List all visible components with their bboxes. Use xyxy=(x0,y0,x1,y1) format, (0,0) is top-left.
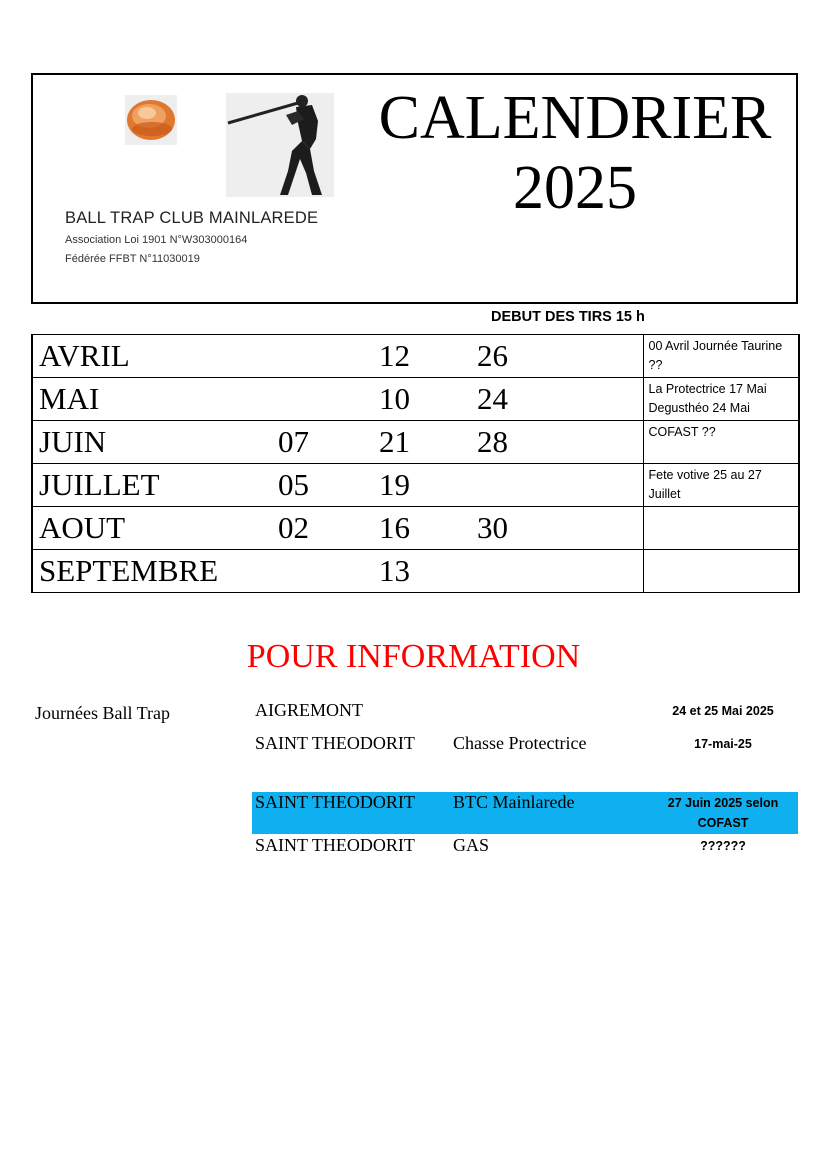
info-place: SAINT THEODORIT xyxy=(255,835,415,855)
info-row xyxy=(252,835,798,877)
start-time-note: DEBUT DES TIRS 15 h xyxy=(491,309,645,325)
info-organizer: Chasse Protectrice xyxy=(453,733,587,753)
calendar-row xyxy=(32,335,799,378)
date-cell-1: 07 xyxy=(278,421,379,464)
date-cell-2: 13 xyxy=(379,550,477,593)
calendar-row xyxy=(32,421,799,464)
date-cell-3 xyxy=(477,550,643,593)
title-line-1: CALENDRIER xyxy=(378,84,772,152)
date-cell-1: 02 xyxy=(278,507,379,550)
calendar-row xyxy=(32,464,799,507)
calendar-row xyxy=(32,550,799,593)
info-date: 17-mai-25 xyxy=(694,737,752,751)
date-cell-3: 30 xyxy=(477,507,643,550)
note-cell: COFAST ?? xyxy=(643,421,799,464)
month-cell: MAI xyxy=(32,378,278,421)
month-cell: AOUT xyxy=(32,507,278,550)
info-organizer: GAS xyxy=(453,835,490,855)
month-cell: SEPTEMBRE xyxy=(32,550,278,593)
date-cell-1 xyxy=(278,550,379,593)
date-cell-2: 16 xyxy=(379,507,477,550)
month-cell: JUILLET xyxy=(32,464,278,507)
info-date: ?????? xyxy=(700,839,746,853)
note-cell xyxy=(643,550,799,593)
federation-number: Fédérée FFBT N°11030019 xyxy=(65,253,200,265)
info-place: SAINT THEODORIT xyxy=(255,733,415,753)
note-cell: La Protectrice 17 Mai Degusthéo 24 Mai xyxy=(643,378,799,421)
info-row xyxy=(252,733,798,775)
date-cell-3: 24 xyxy=(477,378,643,421)
info-organizer: BTC Mainlarede xyxy=(453,792,575,812)
date-cell-2: 21 xyxy=(379,421,477,464)
note-cell xyxy=(643,507,799,550)
date-cell-1 xyxy=(278,335,379,378)
page-title xyxy=(363,83,787,223)
association-number: Association Loi 1901 N°W303000164 xyxy=(65,234,248,246)
club-name: BALL TRAP CLUB MAINLAREDE xyxy=(65,209,319,227)
info-row xyxy=(252,792,798,834)
info-date: 24 et 25 Mai 2025 xyxy=(672,704,774,718)
month-cell: JUIN xyxy=(32,421,278,464)
note-cell: 00 Avril Journée Taurine ?? xyxy=(643,335,799,378)
info-place: SAINT THEODORIT xyxy=(255,792,415,812)
month-cell: AVRIL xyxy=(32,335,278,378)
date-cell-2: 10 xyxy=(379,378,477,421)
info-date: 27 Juin 2025 selon COFAST xyxy=(667,796,779,830)
info-place: AIGREMONT xyxy=(255,700,363,720)
date-cell-3: 28 xyxy=(477,421,643,464)
shooter-silhouette-icon xyxy=(226,93,334,197)
info-title: POUR INFORMATION xyxy=(246,638,581,675)
title-line-2: 2025 xyxy=(513,154,637,222)
date-cell-3 xyxy=(477,464,643,507)
header-box xyxy=(31,73,798,304)
clay-target-icon xyxy=(125,95,177,145)
calendar-row xyxy=(32,378,799,421)
date-cell-3: 26 xyxy=(477,335,643,378)
note-cell: Fete votive 25 au 27 Juillet xyxy=(643,464,799,507)
date-cell-2: 12 xyxy=(379,335,477,378)
info-label: Journées Ball Trap xyxy=(35,703,170,723)
date-cell-1 xyxy=(278,378,379,421)
calendar-row xyxy=(32,507,799,550)
date-cell-1: 05 xyxy=(278,464,379,507)
date-cell-2: 19 xyxy=(379,464,477,507)
calendar-table xyxy=(31,334,800,593)
